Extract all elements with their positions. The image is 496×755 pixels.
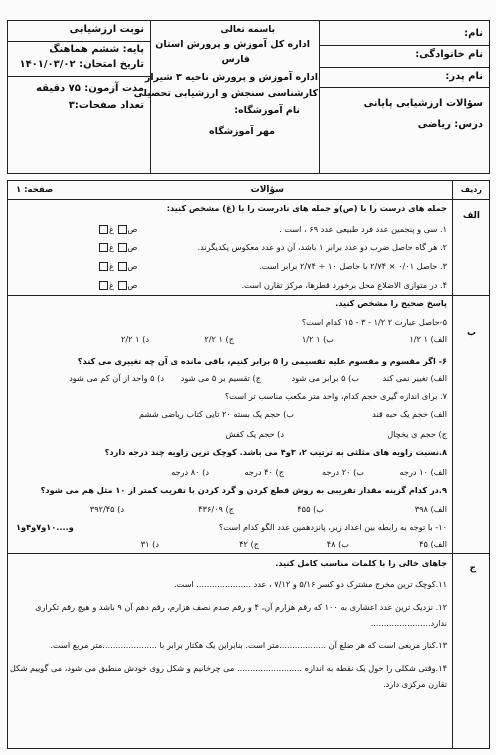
q6-option-d: د) ۵ واحد از آن کم می شود: [69, 373, 164, 383]
q9-option-b: ب) ۴۵۵: [297, 504, 324, 514]
bismillah: باسمه تعالی: [220, 25, 275, 35]
q10-sequence: و....۱۰و۷و۴و۱: [16, 522, 74, 532]
question-13: ۱۳.کنار مربعی است که هر ضلع آن ..................متر است. بنابراین یک هکتار برابر با .....................متر مربع است.: [50, 640, 447, 650]
exam-duration: مدت آزمون: ۷۵ دقیقه: [36, 83, 144, 94]
student-info-box: [319, 21, 489, 173]
section-be-label: ب: [466, 328, 476, 338]
true-false-boxes-2: [98, 242, 137, 252]
family-name-label: نام خانوادگی:: [415, 49, 483, 60]
sad-label: ص: [127, 224, 138, 234]
q7-option-a: الف) حجم یک حبه قند: [372, 409, 447, 419]
ghain-checkbox[interactable]: [99, 225, 108, 234]
q5-option-b: ب) ۱ ۱/۲: [301, 334, 334, 344]
q5-option-c: ج) ۱ ۲/۲: [204, 334, 234, 344]
true-false-boxes-1: [98, 224, 137, 234]
questions-table: [7, 180, 490, 749]
page-number: صفحه: ۱: [16, 185, 54, 195]
exam-header: [7, 20, 490, 174]
grade-label: پایه: ششم هماهنگ: [49, 44, 144, 55]
sad-label: ص: [127, 261, 138, 271]
question-10: ۱۰- با توجه به رابطه بین اعداد زیر، پانزدهمین عدد الگو کدام است؟: [218, 522, 447, 532]
section-alef-label: الف: [462, 211, 480, 221]
true-false-item-4: ۴. در متوازی الاضلاع محل برخورد قطرها، مرکز تقارن است.: [241, 280, 447, 290]
exam-date: تاریخ امتحان: ۱۴۰۱/۰۳/۰۲: [19, 59, 144, 70]
q7-option-b: ب) حجم یک بسته ۲۰ تایی کتاب ریاضی ششم: [139, 409, 294, 419]
exam-title: سؤالات ارزشیابی پایانی: [363, 98, 483, 109]
student-name-label: نام:: [464, 28, 483, 39]
question-14-line-2: تقارن مرکزی دارد.: [383, 679, 447, 689]
office-info-box: [133, 21, 320, 173]
true-false-item-3: ۳. حاصل ۰/۰۱ × ۲/۷۴ با حاصل ۱۰ ÷ ۲/۷۴ برابر است.: [259, 261, 447, 271]
sad-checkbox[interactable]: [118, 225, 127, 234]
q6-option-c: ج) تقسیم بر ۵ می شود: [180, 373, 261, 383]
q9-option-d: د) ۳۹۲/۴۵: [89, 504, 124, 514]
sad-checkbox[interactable]: [118, 281, 127, 290]
q7-option-d: د) حجم یک کفش: [225, 429, 284, 439]
ghain-checkbox[interactable]: [99, 262, 108, 271]
q7-option-c: ج) حجم ی یخچال: [387, 429, 447, 439]
q5-option-d: د) ۱ ۲/۲: [120, 334, 149, 344]
evaluation-round: نوبت ارزشیابی: [69, 24, 144, 35]
question-6: ۶- اگر مقسوم و مقسوم علیه تقسیمی را ۵ برابر کنیم، باقی مانده ی آن چه تغییری می کند؟: [77, 356, 447, 366]
true-false-item-2: ۲. هر گاه حاصل ضرب دو عدد برابر ۱ باشد، آن دو عدد معکوس یکدیگرند.: [197, 242, 447, 252]
true-false-boxes-3: [98, 261, 137, 271]
sad-checkbox[interactable]: [118, 243, 127, 252]
q9-option-a: الف) ۳۹۸: [414, 504, 447, 514]
office-line-4: کارشناسی سنجش و ارزشیابی تحصیلی: [133, 88, 318, 99]
question-11: ۱۱.کوچک ترین مخرج مشترک دو کسر ۵/۱۶ و ۷/۱۲ ، عدد ..................... است.: [173, 579, 447, 589]
exam-info-box: [8, 21, 151, 173]
question-7: ۷. برای اندازه گیری حجم کدام، واحد متر مکعب مناسب تر است؟: [224, 391, 447, 401]
section-be-instruction: پاسخ صحیح را مشخص کنید.: [335, 298, 447, 308]
ghain-label: غ: [109, 224, 114, 234]
q10-option-c: ج) ۴۲: [239, 539, 259, 549]
question-12-line-1: ۱۲. نزدیک ترین عدد اعشاری به ۱۰۰ که رقم هزارم آن، ۴ و رقم صدم نصف هزارم، رقم دهم آن ۹ باشد و هیچ رقم تکراری: [35, 602, 447, 612]
question-9: ۹.در کدام گزینه مقدار تقریبی به روش قطع کردن و گرد کردن با تقریب کمتر از ۱۰ مثل هم می شود؟: [40, 485, 447, 495]
q10-option-b: ب) ۴۸: [326, 539, 349, 549]
office-line-3: اداره آموزش و پرورش ناحیه ۳ شیراز: [144, 72, 318, 83]
subject-label: درس: ریاضی: [417, 119, 483, 130]
question-8: ۸.نسبت زاویه های مثلثی به ترتیب ۲، ۳و۴ می باشد. کوچک ترین زاویه چند درجه دارد؟: [104, 447, 447, 457]
office-line-2: فارس: [221, 54, 250, 65]
q9-option-c: ج) ۴۳۶/۰۹: [198, 504, 234, 514]
question-5: ۵-حاصل عبارت ۲ ۱/۲ - ۳ - ۱۵ کدام است؟: [301, 317, 447, 327]
q6-option-a: الف) تغییر نمی کند: [382, 373, 447, 383]
true-false-item-1: ۱. سی و پنجمین عدد فرد طبیعی عدد ۶۹ ، است .: [279, 224, 447, 234]
office-line-1: اداره کل آموزش و پرورش استان: [155, 39, 310, 50]
page-count: تعداد صفحات:۳: [68, 100, 144, 111]
questions-column-header: سؤالات: [250, 185, 284, 195]
sad-label: ص: [127, 280, 138, 290]
school-seal-label: مهر آموزشگاه: [209, 126, 275, 137]
q8-option-d: د) ۸۰ درجه: [171, 467, 209, 477]
section-jim-label: ج: [469, 563, 476, 573]
section-jim-instruction: جاهای خالی را با کلمات مناسب کامل کنید.: [275, 558, 447, 568]
row-column-header: ردیف: [460, 185, 482, 194]
father-name-label: نام پدر:: [445, 71, 483, 82]
ghain-label: غ: [109, 242, 114, 252]
ghain-checkbox[interactable]: [99, 281, 108, 290]
q10-option-d: د) ۳۱: [140, 539, 159, 549]
q8-option-a: الف) ۱۰ درجه: [399, 467, 447, 477]
question-14-line-1: ۱۴.وقتی شکلی را حول یک نقطه به اندازه ......................... می چرخانیم و شکل روی خودش منطبق می شود، می گوییم شکل: [9, 663, 447, 673]
q8-option-b: ب) ۲۰ درجه: [322, 467, 364, 477]
section-alef-instruction: جمله های درست را با (ص)و جمله های نادرست را با (غ) مشخص کنید:: [166, 203, 447, 213]
school-name-label: نام آموزشگاه:: [234, 105, 300, 116]
sad-checkbox[interactable]: [118, 262, 127, 271]
true-false-boxes-4: [98, 280, 137, 290]
q8-option-c: ج) ۴۰ درجه: [244, 467, 284, 477]
q10-option-a: الف) ۴۵: [419, 539, 447, 549]
ghain-label: غ: [109, 261, 114, 271]
q5-option-a: الف) ۱ ۱/۲: [409, 334, 447, 344]
sad-label: ص: [127, 242, 138, 252]
ghain-label: غ: [109, 280, 114, 290]
ghain-checkbox[interactable]: [99, 243, 108, 252]
q6-option-b: ب) ۵ برابر می شود: [291, 373, 359, 383]
question-12-line-2: ندارد.......................: [370, 618, 447, 628]
